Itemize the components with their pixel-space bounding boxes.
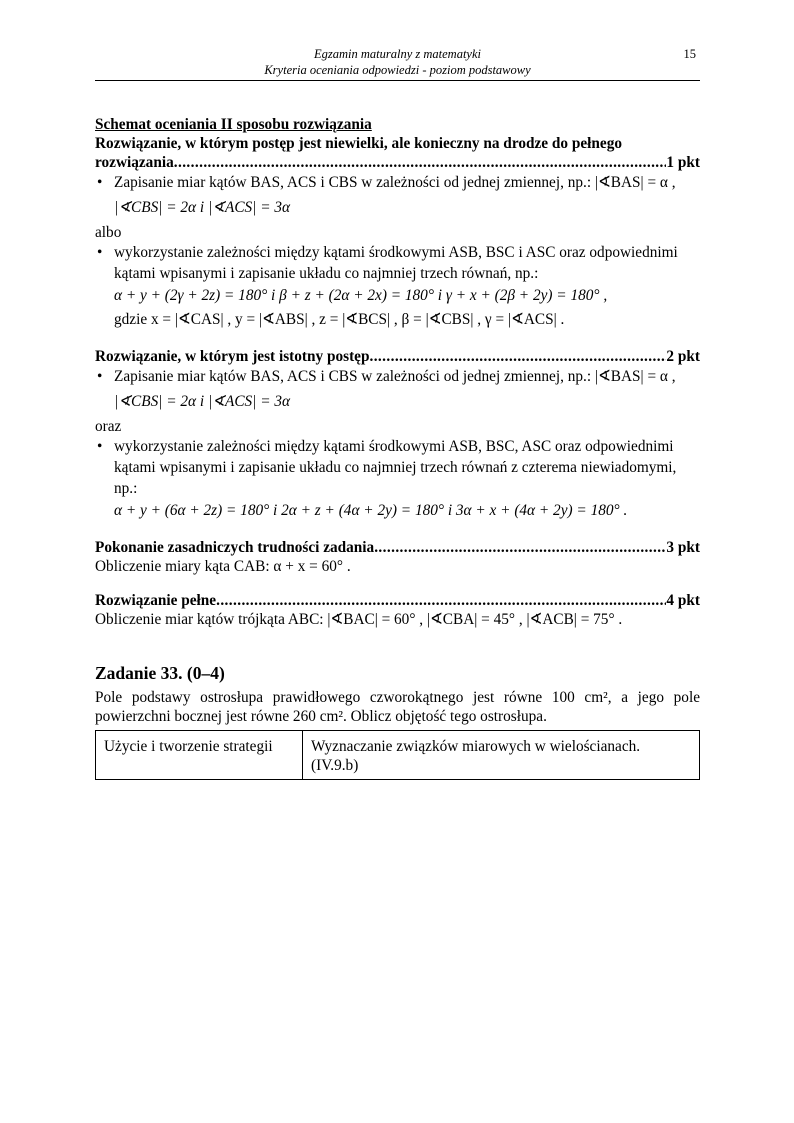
task-text: Pole podstawy ostrosłupa prawidłowego czworokątnego jest równe 100 cm², a jego pole powierzchni bocznej jest równe 260 cm². Oblicz objętość tego ostrosłupa. [95, 689, 700, 725]
level1-title-end: rozwiązania [95, 154, 174, 171]
level2-bullet1-cont: |∢CBS| = 2α i |∢ACS| = 3α [114, 393, 291, 410]
header-exam-title: Egzamin maturalny z matematyki [314, 47, 481, 61]
level1-bullet2: • wykorzystanie zależności między kątami środkowymi ASB, BSC i ASC oraz odpowiednimi kątami wpisanymi i zapisanie układu co najmniej trzech równań, np.: [95, 242, 700, 284]
level2-bullet1: • Zapisanie miar kątów BAS, ACS i CBS w zależności od jednej zmiennej, np.: |∢BAS| = α , [95, 366, 700, 387]
leader-dots [216, 591, 666, 610]
level1-equations: α + y + (2γ + 2z) = 180° i β + z + (2α + 2x) = 180° i γ + x + (2β + 2y) = 180° , [114, 287, 608, 304]
level2-bullet2: • wykorzystanie zależności między kątami środkowymi ASB, BSC, ASC oraz odpowiednimi kątami wpisanymi i zapisanie układu co najmniej trzech równań z czterema niewiadomymi, np.: [95, 436, 700, 499]
level2-equations: α + y + (6α + 2z) = 180° i 2α + z + (4α + 2y) = 180° i 3α + x + (4α + 2y) = 180° . [114, 502, 628, 519]
leader-dots [374, 538, 666, 557]
table-row [96, 731, 700, 780]
level3-title: Pokonanie zasadniczych trudności zadania [95, 539, 375, 556]
level1-bullet1-cont: |∢CBS| = 2α i |∢ACS| = 3α [114, 199, 291, 216]
level1-points: 1 pkt [666, 154, 700, 171]
task-title: Zadanie 33. (0–4) [95, 663, 225, 683]
document-page [95, 46, 700, 780]
leader-dots [174, 153, 667, 172]
level1-title-line2 [95, 153, 700, 172]
requirement-code: (IV.9.b) [311, 757, 359, 774]
level2-connector: oraz [95, 418, 122, 435]
level1-section [95, 134, 700, 332]
header-subtitle: Kryteria oceniania odpowiedzi - poziom podstawowy [264, 63, 531, 77]
requirement-text: Wyznaczanie związków miarowych w wielościanach. [311, 738, 641, 755]
table-cell-requirement [303, 731, 700, 780]
table-cell-skill: Użycie i tworzenie strategii [96, 731, 303, 780]
page-header [95, 46, 700, 81]
level1-bullet1: • Zapisanie miar kątów BAS, ACS i CBS w zależności od jednej zmiennej, np.: |∢BAS| = α , [95, 172, 700, 193]
level4-title-row [95, 591, 700, 610]
level2-points: 2 pkt [666, 348, 700, 365]
scheme-title: Schemat oceniania II sposobu rozwiązania [95, 116, 372, 133]
level1-where: gdzie x = |∢CAS| , y = |∢ABS| , z = |∢BCS| , β = |∢CBS| , γ = |∢ACS| . [114, 311, 565, 328]
task-requirements-table [95, 730, 700, 780]
level4-text: Obliczenie miar kątów trójkąta ABC: |∢BAC| = 60° , |∢CBA| = 45° , |∢ACB| = 75° . [95, 611, 623, 628]
level2-section [95, 347, 700, 523]
task-section [95, 663, 700, 780]
level4-section [95, 591, 700, 629]
leader-dots [369, 347, 666, 366]
level4-points: 4 pkt [666, 592, 700, 609]
level4-title: Rozwiązanie pełne [95, 592, 217, 609]
level3-text: Obliczenie miary kąta CAB: α + x = 60° . [95, 558, 351, 575]
level1-connector: albo [95, 224, 122, 241]
level3-points: 3 pkt [666, 539, 700, 556]
level1-title-line1: Rozwiązanie, w którym postęp jest niewielki, ale konieczny na drodze do pełnego [95, 135, 623, 152]
level3-section [95, 538, 700, 576]
page-number: 15 [683, 47, 696, 61]
level2-title-row [95, 347, 700, 366]
level3-title-row [95, 538, 700, 557]
level2-title: Rozwiązanie, w którym jest istotny postęp [95, 348, 370, 365]
